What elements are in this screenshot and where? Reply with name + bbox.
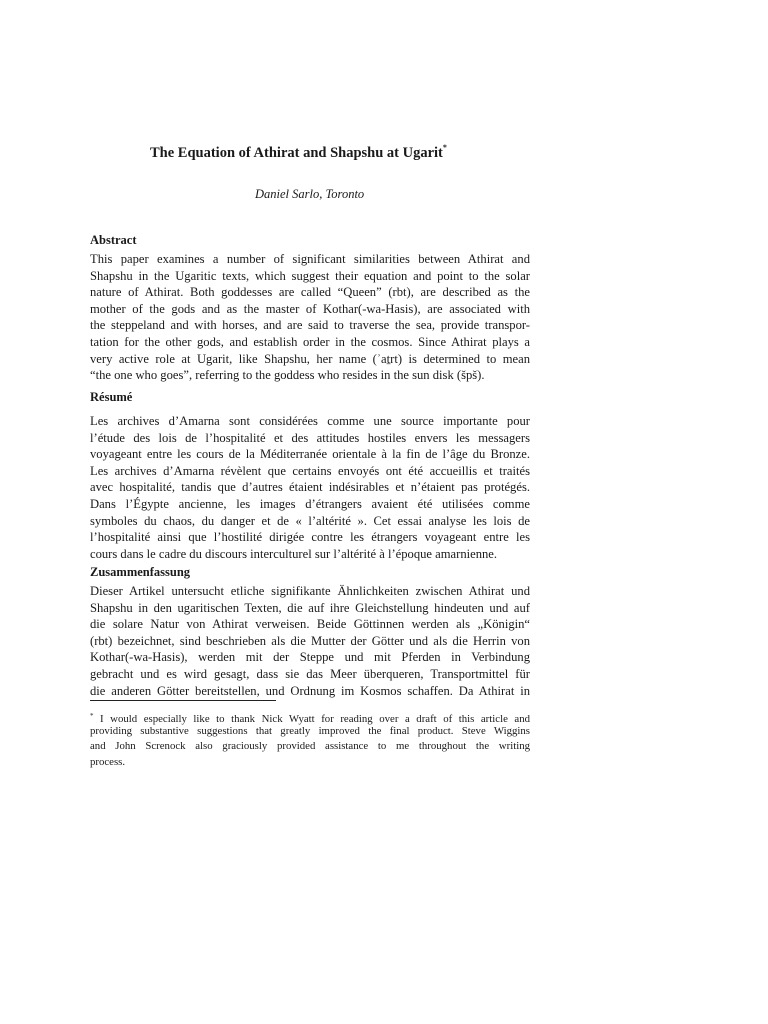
resume-body [90,413,530,562]
resume-line: avec hospitalité, tandis que d’autres étaient indésirables et n’étaient pas protégés. [90,480,530,495]
footnote-rule [90,700,276,701]
abstract-line [90,284,530,301]
abstract-line: the steppeland and with horses, and are said to traverse the sea, provide transpor- [90,318,530,333]
title-footnote-marker: * [442,143,447,152]
footnote-line-text: I would especially like to thank Nick Wyatt for reading over a draft of this article and [100,713,530,725]
resume-line: cours dans le cadre du discours interculturel sur l’altérité à l’époque amarnienne. [90,546,498,561]
footnote [90,709,530,770]
abstract-line: This paper examines a number of significant similarities between Athirat and [90,252,530,266]
footnote-marker: * [90,712,94,720]
zusammenfassung-body [90,583,530,699]
paper-title [150,143,530,162]
zusammenfassung-line: Dieser Artikel untersucht etliche signifikante Ähnlichkeiten zwischen Athirat und [90,584,530,598]
zusammenfassung-line: (rbt) bezeichnet, sind beschrieben als die Mutter der Götter und als die Herrin von [90,633,530,648]
resume-line: Les archives d’Amarna révèlent que certains envoyés ont été accueillis et traités [90,463,530,478]
resume-line: l’étude des lois de l’hospitalité et des attitudes hostiles envers les messagers [90,430,530,445]
abstract-line: very active role at Ugarit, like Shapshu, her name (ʾaṯrt) is determined to mean [90,351,530,366]
abstract-line: mother of the gods and as the master of Kothar(-wa-Hasis), are associated with [90,301,530,316]
zusammenfassung-line: gebracht und es wird gesagt, dass sie das Meer überqueren, Transportmittel für [90,666,530,681]
resume-line: Dans l’Égypte ancienne, les images d’étrangers avaient été utilisées comme [90,496,530,511]
resume-line: l’hospitalité ainsi que l’hostilité dirigée contre les étrangers voyageant entre les [90,530,530,545]
author-line: Daniel Sarlo, Toronto [255,187,365,201]
resume-line: symboles du chaos, du danger et de « l’altérité ». Cet essai analyse les lois de [90,513,530,528]
resume-line: Les archives d’Amarna sont considérées comme une source importante pour [90,414,530,428]
abstract-line: tation for the other gods, and establish order in the cosmos. Since Athirat plays a [90,334,530,349]
abstract-line: Shapshu in the Ugaritic texts, which suggest their equation and point to the solar [90,268,530,283]
abstract-heading: Abstract [90,233,137,247]
abstract-body [90,251,530,384]
footnote-line: and John Screnock also graciously provided assistance to me throughout the writing [90,740,530,753]
footnote-line: providing substantive suggestions that greatly improved the final product. Steve Wiggins [90,725,530,738]
resume-heading: Résumé [90,390,133,404]
paper-title-text: The Equation of Athirat and Shapshu at Ugarit [150,145,443,161]
abstract-line: “the one who goes”, referring to the goddess who resides in the sun disk (špš). [90,368,485,383]
zusammenfassung-line: Kothar(-wa-Hasis), werden mit der Steppe und mit Pferden in Verbindung [90,650,530,665]
resume-line: voyageant entre les cours de la Méditerranée orientale à la fin de l’âge du Bronze. [90,447,530,462]
footnote-line: process. [90,755,126,768]
zusammenfassung-line: Shapshu in den ugaritischen Texten, die auf ihre Gleichstellung hindeuten und auf [90,600,530,615]
zusammenfassung-line: die solare Natur von Athirat verweisen. Beide Göttinnen werden als „Königin“ [90,617,530,632]
zusammenfassung-heading: Zusammenfassung [90,565,191,579]
footnote-line [90,709,530,724]
zusammenfassung-line: die anderen Götter bereitstellen, und Ordnung im Kosmos schaffen. Da Athirat in [90,683,530,698]
abstract-line-text: nature of Athirat. Both goddesses are called “Queen” (rbt), are described as the [90,285,530,300]
